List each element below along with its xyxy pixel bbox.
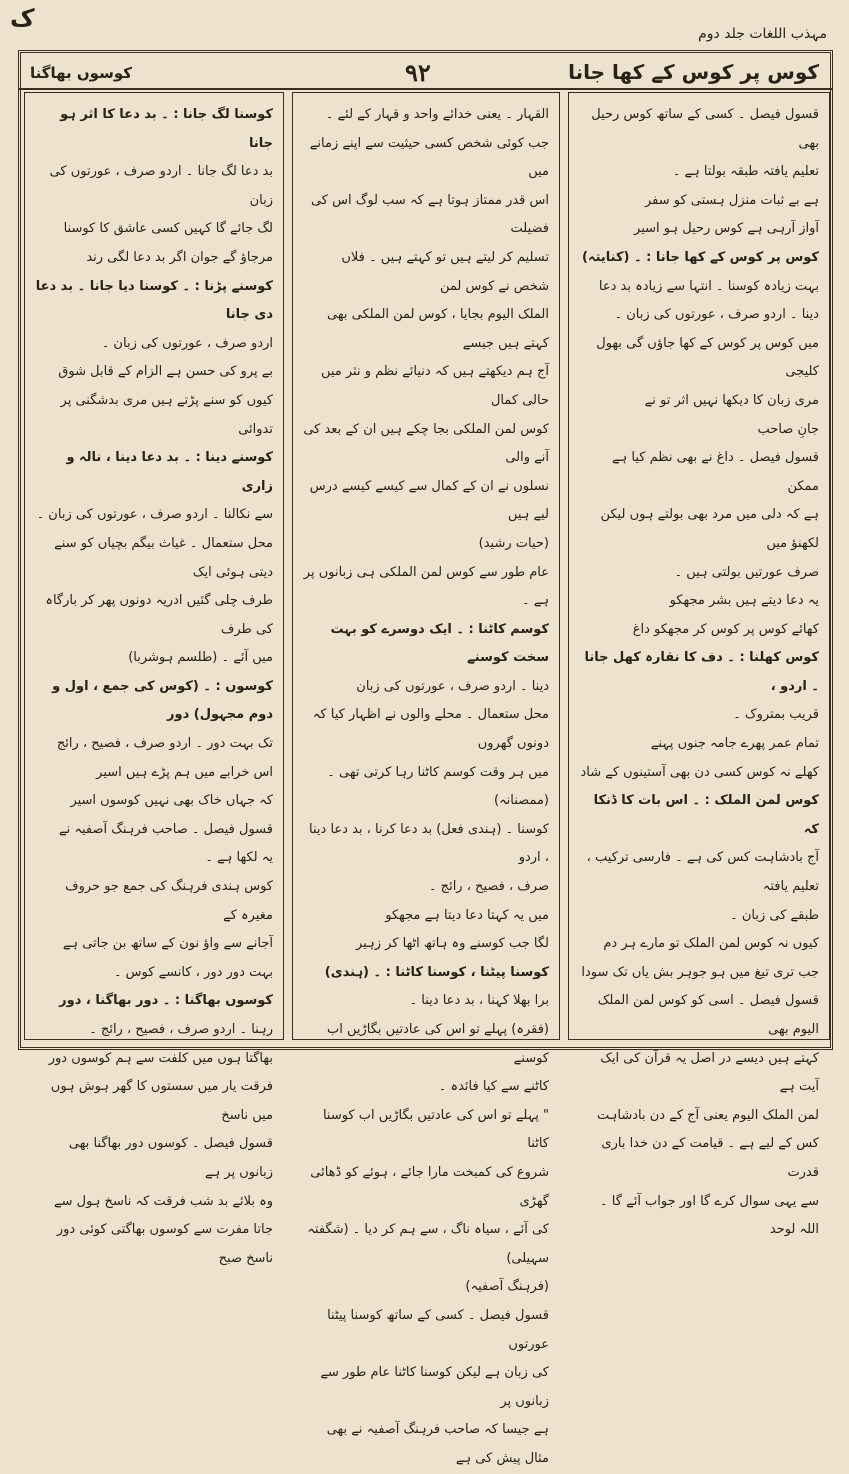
text-line: ہے بے ثبات منزل ہستی کو سفر (644, 192, 819, 208)
corner-letter: ک (10, 4, 35, 32)
text-line: اردو صرف ، عورتوں کی زبان ۔ (101, 335, 273, 351)
text-line: کیوں کو سنے پڑتے ہیں مری بدشگنی پر تدوائی (60, 392, 273, 437)
text-line: مری زبان کا دیکھا نہیں اثر تو نے (644, 392, 819, 408)
page-number: ۹۲ (405, 58, 431, 87)
text-line: بد دعا لگ جانا ۔ اردو صرف ، عورتوں کی زبان (49, 164, 273, 208)
text-line: طبقے کی زبان ۔ (730, 907, 819, 923)
text-line: آواز آرہی ہے کوس رحیل ہو اسیر (634, 221, 819, 237)
text-line: کوسنے دینا : ۔ بد دعا دینا ، نالہ و زاری (66, 450, 273, 494)
text-line: قسول فیصل ۔ کوسوں دور بھاگنا بھی زبانوں پر ہے (68, 1136, 273, 1180)
text-line: دینا ۔ اردو صرف ، عورتوں کی زبان ۔ (614, 307, 819, 323)
text-line: تمام عمر پھرے جامہ جنوں پہنے (650, 736, 819, 752)
text-line: (فقرہ) پہلے تو اس کی عادتیں بگاڑیں اب کوسنے (327, 1022, 549, 1066)
text-line: کی زبان ہے لیکن کوسنا کاٹنا عام طور سے زبانوں پر (320, 1365, 549, 1409)
text-line: محل ستعمال ۔ محلے والوں نے اظہار کیا کہ دونوں گھروں (312, 707, 549, 752)
text-line: آج بادشاہت کس کی ہے ۔ فارسی ترکیب ، تعلیم یافتہ (586, 850, 819, 895)
text-line: بھاگتا ہوں میں کلفت سے ہم کوسوں دور (48, 1050, 273, 1066)
running-head: مہذب اللغات جلد دوم (698, 26, 827, 42)
text-line: دینا ۔ اردو صرف ، عورتوں کی زبان (356, 678, 549, 694)
text-line: کوس پر کوس کے کھا جانا : ۔ (کنایتہ) (582, 249, 819, 265)
text-line: کوسنا پیٹنا ، کوسنا کاٹنا : ۔ (ہندی) (324, 964, 549, 980)
text-line: بہت دور دور ، کانسے کوس ۔ (113, 964, 273, 980)
text-line: فرقت یار میں سستوں کا گھر ہوش ہوں میں ناسخ (50, 1079, 273, 1123)
text-line: " پہلے تو اس کی عادتیں بگاڑیں اب کوسنا کاٹنا (322, 1107, 549, 1152)
column-middle (292, 92, 560, 1466)
text-line: کوسم کاٹنا : ۔ ایک دوسرے کو بہت سخت کوسنے (330, 621, 549, 666)
text-line: لمن الملک الیوم یعنی آج کے دن بادشاہت (597, 1107, 819, 1123)
text-line: لگا جب کوسنے وہ ہاتھ اٹھا کر زہیر (355, 936, 549, 952)
text-line: آجانے سے واؤ نون کے ساتھ بن جاتی ہے (62, 936, 273, 952)
text-line: یہ لکھا ہے ۔ (205, 850, 273, 866)
header-title-right: کوس پر کوس کے کھا جانا (568, 60, 819, 84)
text-line: صرف ، فصیح ، رائج ۔ (428, 879, 549, 895)
text-line: قریب بمتروک ۔ (733, 707, 819, 723)
text-line: کوسوں بھاگنا : ۔ دور بھاگنا ، دور (59, 993, 273, 1009)
text-line: کوسنے پڑنا : ۔ کوسنا دیا جانا ۔ بد دعا دی جانا (35, 278, 273, 323)
text-line: کیوں نہ کوس لمن الملک تو مارے ہر دم (603, 936, 819, 952)
text-line: کوس ہندی فرہنگ کی جمع جو حروف مغیرہ کے (65, 879, 273, 923)
text-line: سے یہی سوال کرے گا اور جواب آئے گا ۔ اللہ لوحد (600, 1193, 819, 1238)
text-line: کھلے نہ کوس کسی دن بھی آستینوں کے شاد (580, 764, 819, 780)
text-line: آج ہم دیکھتے ہیں کہ دنیائے نظم و نثر میں حالی کمال (320, 364, 549, 408)
text-line: کہتے ہیں دیسے در اصل یہ قرآن کی ایک آیت ہے (600, 1050, 819, 1095)
text-line: میں ہر وقت کوسم کاٹنا رہا کرتی تھی ۔ (ممصنانہ) (327, 764, 549, 809)
text-line: سے نکالنا ۔ اردو صرف ، عورتوں کی زبان ۔ (36, 507, 273, 523)
text-line: برا بھلا کہنا ، بد دعا دینا ۔ (409, 993, 549, 1009)
text-line: جب کوئی شخص کسی حیثیت سے اپنے زمانے میں (309, 135, 549, 180)
column-left (24, 92, 284, 1266)
text-line: میں یہ کہتا دعا دیتا ہے مجھکو (385, 907, 549, 923)
text-line: تک بہت دور ۔ اردو صرف ، فصیح ، رائج (56, 736, 273, 752)
text-line: کوس لمن الملک : ۔ اس بات کا ڈنکا کہ (593, 793, 819, 837)
text-line: محل ستعمال ۔ غیاث بیگم بچیاں کو سنے دیتی ہوئی ایک (54, 535, 273, 580)
text-line: جانِ صاحب (757, 421, 819, 437)
text-line: کوسنا ۔ (ہندی فعل) بد دعا کرنا ، بد دعا دینا ، اردو (309, 821, 549, 866)
text-line: بہت زیادہ کوسنا ۔ انتہا سے زیادہ بد دعا (598, 278, 819, 294)
text-line: وہ بلائے بد شب فرقت کہ ناسخ ہول سے (54, 1193, 273, 1209)
text-line: کوس کھلنا : ۔ دف کا نقارہ کھل جانا ۔ اردو ، (584, 650, 819, 694)
text-line: قسول فیصل ۔ کسی کے ساتھ کوسنا پیٹنا عورتوں (327, 1307, 549, 1352)
text-line: کی آئے ، سیاہ ناگ ، سے ہم کر دیا ۔ (شگفتہ سہیلی) (307, 1222, 549, 1266)
text-line: الملک الیوم بجایا ، کوس لمن الملکی بھی کہتے ہیں جیسے (327, 307, 549, 351)
text-line: تسلیم کر لیتے ہیں تو کہتے ہیں ۔ فلاں شخص نے کوس لمن (341, 249, 549, 294)
text-line: نسلوں نے ان کے کمال سے کیسے کیسے درس لیے ہیں (309, 478, 549, 523)
text-line: میں کوس پر کوس کے کھا جاؤں گی بھول کلیجی (596, 335, 819, 380)
header-title-left: کوسوں بھاگنا (30, 64, 132, 82)
column-right (568, 92, 830, 1238)
text-line: اس خرابے میں ہم پڑے ہیں اسیر (96, 764, 273, 780)
text-line: اس قدر ممتاز ہوتا ہے کہ سب لوگ اس کی فضیلت (310, 192, 549, 237)
text-line: مرجاؤ گے جوان اگر بد دعا لگی رند (86, 249, 273, 265)
text-line: قسول فیصل ۔ صاحب فرہنگ آصفیہ نے (58, 821, 273, 837)
text-line: کس کے لیے ہے ۔ قیامت کے دن خدا باری قدرت (601, 1136, 819, 1180)
text-line: کہ جہاں خاک بھی نہیں کوسوں اسیر (70, 793, 273, 809)
text-line: بے پرو کی حسن ہے الزام کے قابل شوق (58, 364, 273, 380)
text-line: تعلیم یافتہ طبقہ بولتا ہے ۔ (672, 164, 819, 180)
text-line: طرف چلی گئیں ادریہ دونوں پھر کر بارگاہ کی طرف (45, 593, 273, 637)
text-line: ہے جیسا کہ صاحب فرہنگ آصفیہ نے بھی مثال پیش کی ہے (326, 1422, 549, 1466)
text-line: کوس لمن الملکی بجا چکے ہیں ان کے بعد کی آنے والی (303, 421, 549, 466)
text-line: قسول فیصل ۔ کسی کے ساتھ کوس رحیل بھی (591, 107, 819, 151)
text-line: کوسوں : ۔ (کوس کی جمع ، اول و دوم مجہول) دور (52, 678, 273, 723)
text-line: کاٹنے سے کیا فائدہ ۔ (438, 1079, 549, 1095)
text-line: کوسنا لگ جانا : ۔ بد دعا کا اثر ہو جانا (60, 107, 273, 151)
text-line: یہ دعا دیتے ہیں بشر مجھکو (669, 593, 819, 609)
text-line: (فرہنگ آصفیہ) (465, 1279, 549, 1295)
text-line: میں آئے ۔ (طلسم ہوشربا) (128, 650, 273, 666)
text-line: کھائے کوس پر کوس کر مجھکو داغ (632, 621, 819, 637)
text-line: جاتا مفرت سے کوسوں بھاگتی کوئی دور ناسخ صبح (56, 1222, 273, 1266)
text-line: القہار ۔ یعنی خدائے واحد و قہار کے لئے ۔ (325, 107, 549, 122)
text-line: رہنا ۔ اردو صرف ، فصیح ، رائج ۔ (89, 1022, 273, 1037)
text-line: قسول فیصل ۔ داغ نے بھی نظم کیا ہے ممکن (612, 450, 819, 494)
text-line: عام طور سے کوس لمن الملکی ہی زبانوں پر ہے ۔ (303, 564, 549, 609)
text-line: ہے کہ دلی میں مرد بھی بولتے ہوں لیکن لکھنؤ میں (600, 507, 819, 551)
text-line: (حیات رشید) (478, 535, 549, 551)
text-line: قسول فیصل ۔ اسی کو کوس لمن الملک الیوم بھی (597, 993, 819, 1037)
text-line: جب تری تیغ میں ہو جوہر بش یاں تک سودا (581, 964, 819, 980)
text-line: لگ جائے گا کہیں کسی عاشق کا کوسنا (63, 221, 273, 237)
text-line: شروع کی کمبخت مارا جائے ، ہوئے کو ڈھائی گھڑی (310, 1164, 549, 1209)
text-line: صرف عورتیں بولتی ہیں ۔ (674, 564, 819, 580)
